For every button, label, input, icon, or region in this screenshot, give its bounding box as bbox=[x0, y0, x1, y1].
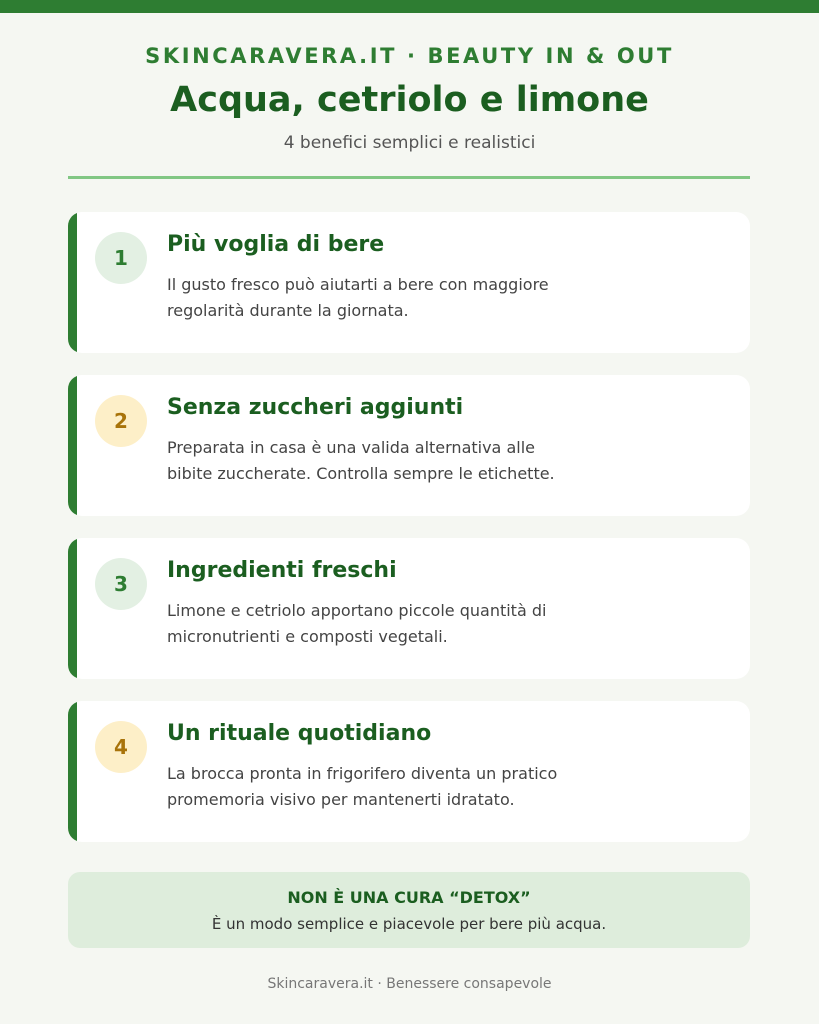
footer-credit: Skincaravera.it · Benessere consapevole bbox=[267, 976, 552, 992]
header-divider bbox=[68, 176, 750, 179]
benefit-title: Un rituale quotidiano bbox=[167, 721, 432, 746]
benefit-title: Senza zuccheri aggiunti bbox=[167, 395, 464, 420]
benefit-description-line: Il gusto fresco può aiutarti a bere con maggiore bbox=[167, 275, 549, 294]
benefit-description-line: regolarità durante la giornata. bbox=[167, 301, 409, 320]
benefit-description-line: bibite zuccherate. Controlla sempre le etichette. bbox=[167, 464, 555, 483]
card-accent-bar bbox=[68, 375, 77, 516]
card-accent-bar bbox=[68, 212, 77, 353]
benefit-number-badge: 1 bbox=[95, 232, 147, 284]
benefit-card-4 bbox=[68, 701, 750, 842]
page-subtitle: 4 benefici semplici e realistici bbox=[283, 133, 536, 153]
top-accent-bar bbox=[0, 0, 819, 13]
benefit-card-1 bbox=[68, 212, 750, 353]
benefit-description-line: La brocca pronta in frigorifero diventa un pratico bbox=[167, 764, 558, 783]
benefit-description-line: micronutrienti e composti vegetali. bbox=[167, 627, 448, 646]
note-text: È un modo semplice e piacevole per bere più acqua. bbox=[211, 915, 607, 933]
benefit-card-2 bbox=[68, 375, 750, 516]
benefit-description bbox=[167, 272, 627, 324]
benefit-description bbox=[167, 598, 627, 650]
benefit-description-line: Limone e cetriolo apportano piccole quantità di bbox=[167, 601, 547, 620]
benefit-title: Ingredienti freschi bbox=[167, 558, 397, 583]
benefit-description bbox=[167, 761, 627, 813]
card-accent-bar bbox=[68, 538, 77, 679]
benefit-number-badge: 3 bbox=[95, 558, 147, 610]
brand-tagline: SKINCARAVERA.IT · BEAUTY IN & OUT bbox=[145, 44, 674, 68]
benefit-description bbox=[167, 435, 627, 487]
benefit-card-3 bbox=[68, 538, 750, 679]
benefit-number-badge: 2 bbox=[95, 395, 147, 447]
benefit-description-line: Preparata in casa è una valida alternativa alle bbox=[167, 438, 535, 457]
benefit-number-badge: 4 bbox=[95, 721, 147, 773]
disclaimer-note bbox=[68, 872, 750, 948]
page-title: Acqua, cetriolo e limone bbox=[170, 80, 649, 120]
note-title: NON È UNA CURA “DETOX” bbox=[287, 888, 531, 907]
benefit-title: Più voglia di bere bbox=[167, 232, 385, 257]
card-accent-bar bbox=[68, 701, 77, 842]
benefit-description-line: promemoria visivo per mantenerti idratato. bbox=[167, 790, 515, 809]
